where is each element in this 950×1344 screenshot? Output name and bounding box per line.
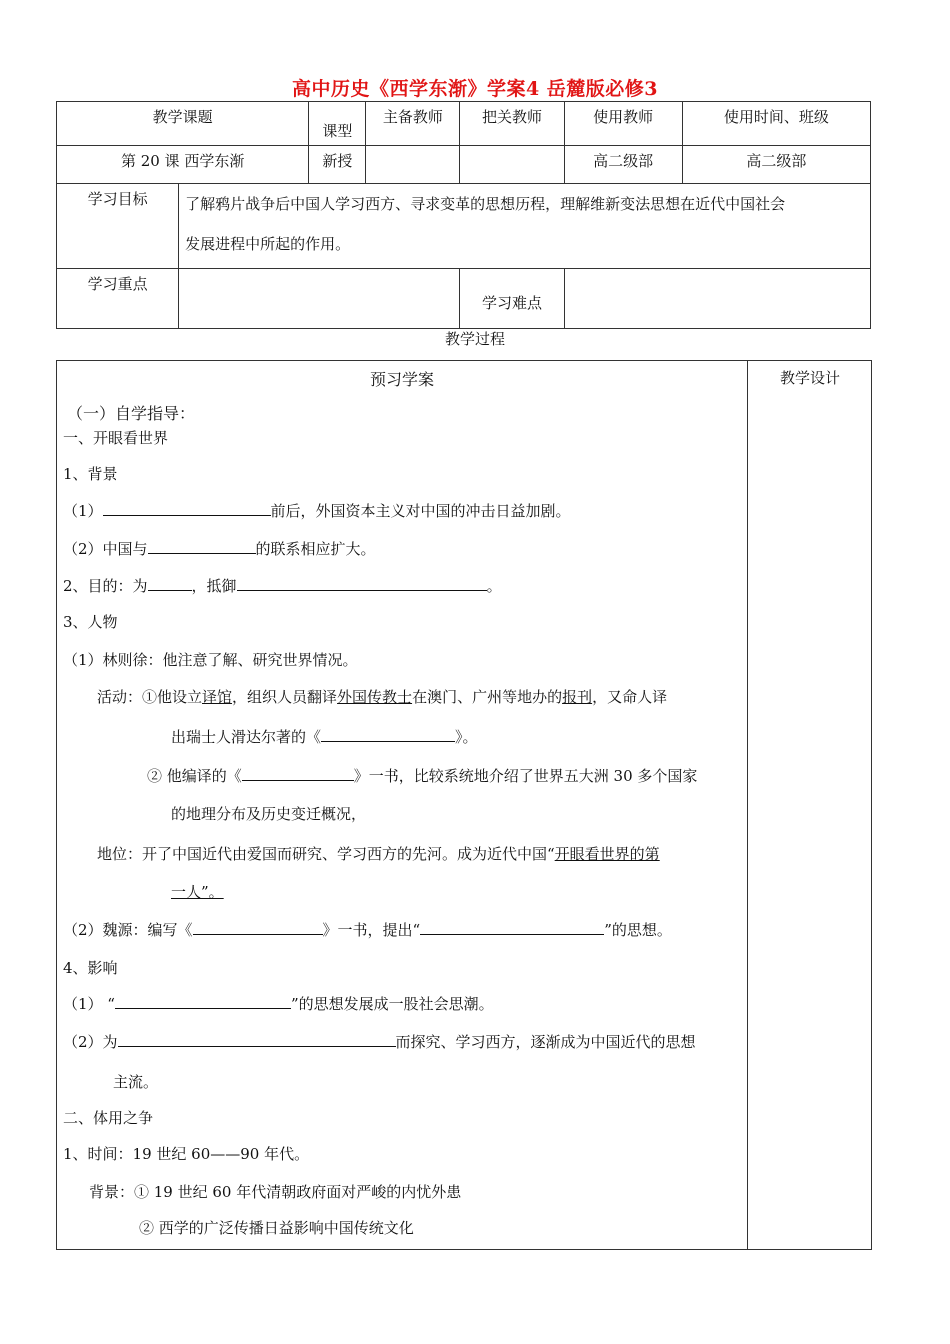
time-class-label: 使用时间、班级 — [682, 102, 870, 146]
document-title: 高中历史《西学东渐》学案4 岳麓版必修3 — [291, 78, 659, 100]
time-line: 1、时间：19 世纪 60——90 年代。 — [63, 1145, 310, 1163]
influence-item-2: （2）为 而探究、学习西方，逐渐成为中国近代的思想 — [63, 1033, 696, 1051]
check-teacher-label: 把关教师 — [460, 102, 564, 146]
check-teacher-value — [460, 146, 564, 184]
background-line-2: ② 西学的广泛传播日益影响中国传统文化 — [139, 1219, 414, 1237]
process-table — [56, 360, 872, 1250]
user-teacher-value: 高二级部 — [564, 146, 682, 184]
status-line-1: 地位：开了中国近代由爱国而研究、学习西方的先河。成为近代中国“开眼看世界的第 — [97, 845, 660, 863]
goal-text — [179, 184, 871, 269]
section-1-heading: 一、开眼看世界 — [63, 429, 169, 447]
key-label: 学习重点 — [57, 269, 179, 329]
influence-item-2-cont: 主流。 — [113, 1073, 159, 1091]
type-label: 课型 — [309, 102, 366, 146]
fill-blank — [193, 920, 323, 935]
difficulty-label: 学习难点 — [460, 269, 564, 329]
type-value: 新授 — [309, 146, 366, 184]
fill-blank — [242, 766, 354, 781]
fill-blank — [103, 501, 271, 516]
influence-heading: 4、影响 — [63, 959, 118, 977]
background-item-2: （2）中国与 的联系相应扩大。 — [63, 540, 376, 558]
teaching-design-heading: 教学设计 — [779, 369, 840, 387]
background-heading: 1、背景 — [63, 465, 118, 483]
preview-plan-heading: 预习学案 — [369, 370, 434, 389]
influence-item-1: （1） “ ”的思想发展成一股社会思潮。 — [63, 995, 494, 1013]
activity-line-4: 的地理分布及历史变迁概况， — [171, 805, 367, 823]
time-class-value: 高二级部 — [682, 146, 870, 184]
goal-line-1: 了解鸦片战争后中国人学习西方、寻求变革的思想历程，理解维新变法思想在近代中国社会 — [185, 195, 786, 213]
activity-line-1: 活动：①他设立译馆，组织人员翻译外国传教士在澳门、广州等地办的报刊，又命人译 — [97, 688, 668, 706]
self-study-heading: （一）自学指导： — [67, 404, 196, 423]
column-divider — [747, 361, 748, 1249]
lead-teacher-value — [366, 146, 460, 184]
background-line-1: 背景：① 19 世纪 60 年代清朝政府面对严峻的内忧外患 — [89, 1183, 462, 1201]
fill-blank — [115, 994, 291, 1009]
section-2-heading: 二、体用之争 — [63, 1109, 154, 1127]
fill-blank — [148, 576, 192, 591]
activity-line-2: 出瑞士人滑达尔著的《 》。 — [171, 728, 478, 746]
goal-line-2: 发展进程中所起的作用。 — [185, 235, 351, 253]
status-line-2: 一人”。 — [171, 883, 224, 901]
lead-teacher-label: 主备教师 — [366, 102, 460, 146]
difficulty-value — [564, 269, 870, 329]
fill-blank — [148, 539, 256, 554]
figures-heading: 3、人物 — [63, 613, 118, 631]
topic-label: 教学课题 — [57, 102, 309, 146]
process-title: 教学过程 — [444, 330, 505, 348]
fill-blank — [237, 576, 487, 591]
goal-label: 学习目标 — [57, 184, 179, 269]
purpose-line: 2、目的：为 ，抵御 。 — [63, 577, 502, 595]
fill-blank — [118, 1032, 396, 1047]
activity-line-3: ② 他编译的《 》一书，比较系统地介绍了世界五大洲 30 多个国家 — [147, 767, 698, 785]
fill-blank — [420, 920, 604, 935]
topic-value: 第 20 课 西学东渐 — [57, 146, 309, 184]
lin-zexu-line: （1）林则徐：他注意了解、研究世界情况。 — [63, 651, 358, 669]
background-item-1: （1） 前后，外国资本主义对中国的冲击日益加剧。 — [63, 502, 571, 520]
fill-blank — [321, 727, 455, 742]
course-info-table — [56, 101, 871, 329]
key-value — [179, 269, 460, 329]
user-teacher-label: 使用教师 — [564, 102, 682, 146]
wei-yuan-line: （2）魏源：编写《 》一书，提出“ ”的思想。 — [63, 921, 672, 939]
